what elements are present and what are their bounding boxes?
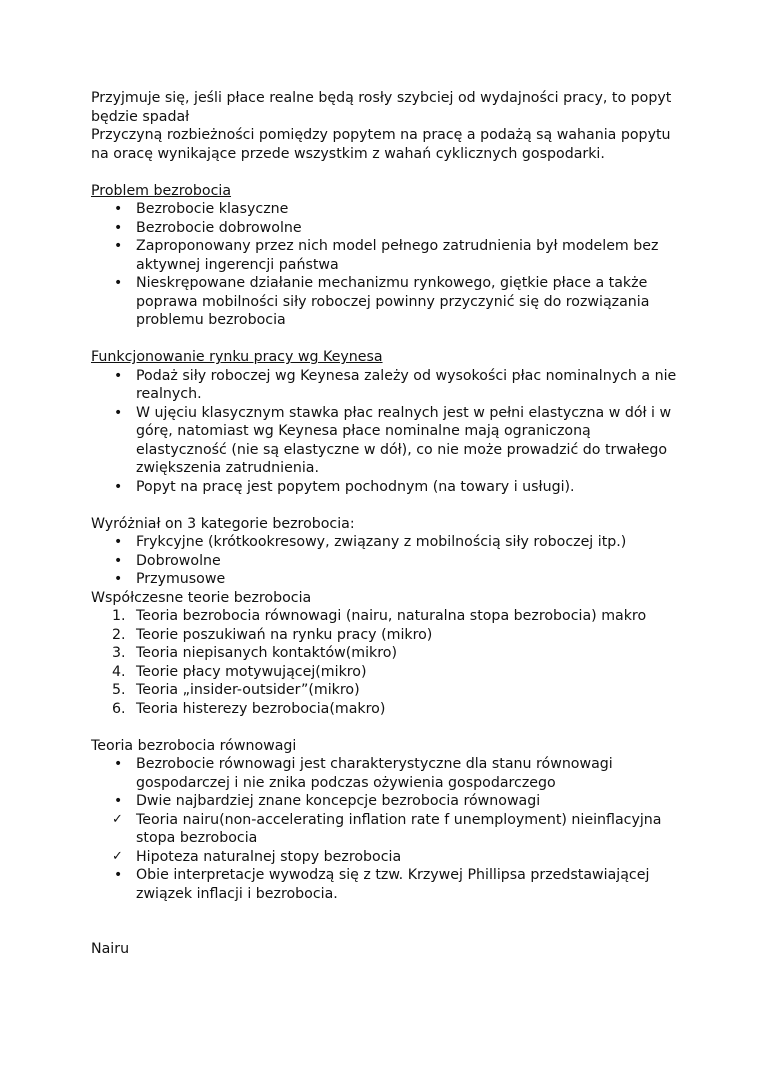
bullet-icon: • [114,867,123,883]
bullet-icon: • [114,571,123,587]
list-item-text: Nieskrępowane działanie mechanizmu rynkowego, giętkie płace a także poprawa mobilności siły roboczej powinny przyczynić się do rozwiązania problemu bezrobocia [136,275,650,328]
list-item-text: Teoria „insider-outsider”(mikro) [136,682,360,698]
list-item [91,607,681,626]
list-item [91,274,681,330]
list-item [91,237,681,274]
keynes-heading: Funkcjonowanie rynku pracy wg Keynesa [91,349,383,365]
bullet-icon: • [114,201,123,217]
document-content [91,89,681,959]
list-item-text: Zaproponowany przez nich model pełnego zatrudnienia był modelem bez aktywnej ingerencji państwa [136,238,659,273]
list-item-text: Hipoteza naturalnej stopy bezrobocia [136,848,402,865]
equilibrium-heading: Teoria bezrobocia równowagi [91,737,297,754]
list-item [91,755,681,792]
bullet-icon: • [114,219,123,236]
list-item [91,792,681,811]
bullet-icon: • [114,478,123,495]
list-item-text: Popyt na pracę jest popytem pochodnym (na towary i usługi). [136,478,575,495]
checkmark-icon: ✓ [112,848,123,864]
keynes-list [91,367,681,497]
list-item-text: Teoria bezrobocia równowagi (nairu, naturalna stopa bezrobocia) makro [136,608,647,624]
theories-heading: Współczesne teorie bezrobocia [91,589,312,606]
list-item [91,700,681,719]
intro-paragraph-2: Przyczyną rozbieżności pomiędzy popytem na pracę a podażą są wahania popytu na oracę wynikające przede wszystkim z wahań cyklicznych gospodarki. [91,127,671,162]
list-item-text: Teoria histerezy bezrobocia(makro) [136,700,386,717]
spacer [91,496,681,515]
list-item-text: Teorie płacy motywującej(mikro) [136,663,367,680]
equilibrium-list [91,755,681,903]
list-number: 3. [112,645,126,661]
list-item [91,663,681,682]
problem-heading: Problem bezrobocia [91,182,232,199]
checkmark-icon: ✓ [112,811,123,827]
spacer [91,903,681,940]
bullet-icon: • [114,534,123,550]
list-item-text: Bezrobocie równowagi jest charakterystyczne dla stanu równowagi gospodarczej i nie znika podczas ożywienia gospodarczego [136,756,613,791]
list-item-text: W ujęciu klasycznym stawka płac realnych jest w pełni elastyczna w dół i w górę, natomiast wg Keynesa płace nominalne mają ograniczoną elastyczność (nie są elastyczne w dół), co nie może prowadzić do trwałego zwiększenia zatrudnienia. [136,404,672,476]
list-number: 2. [112,626,126,643]
bullet-icon: • [114,552,123,569]
spacer [91,330,681,349]
bullet-icon: • [114,238,123,254]
intro-paragraph-1: Przyjmuje się, jeśli płace realne będą rosły szybciej od wydajności pracy, to popyt będzie spadał [91,90,672,125]
nairu-heading: Nairu [91,941,130,957]
bullet-icon: • [114,275,123,291]
categories-heading: Wyróżniał on 3 kategorie bezrobocia: [91,515,355,532]
list-item-text: Dobrowolne [136,552,221,569]
list-item-text: Bezrobocie klasyczne [136,201,289,217]
spacer [91,718,681,737]
list-item [91,404,681,478]
list-item-text: Teorie poszukiwań na rynku pracy (mikro) [136,626,433,643]
list-item [91,533,681,552]
list-item-text: Obie interpretacje wywodzą się z tzw. Krzywej Phillipsa przedstawiającej związek inflacji i bezrobocia. [136,867,650,902]
bullet-icon: • [114,756,123,772]
list-item [91,848,681,867]
list-number: 1. [112,608,126,624]
list-item [91,200,681,219]
list-number: 6. [112,700,126,717]
list-item [91,681,681,700]
list-item [91,811,681,848]
problem-list [91,200,681,330]
list-number: 5. [112,682,126,698]
list-item [91,644,681,663]
bullet-icon: • [114,404,123,421]
list-item-text: Teoria niepisanych kontaktów(mikro) [136,645,397,661]
list-item [91,626,681,645]
list-number: 4. [112,663,126,680]
list-item [91,552,681,571]
list-item [91,478,681,497]
list-item-text: Podaż siły roboczej wg Keynesa zależy od wysokości płac nominalnych a nie realnych. [136,367,677,402]
bullet-icon: • [114,793,123,809]
list-item-text: Frykcyjne (krótkookresowy, związany z mobilnością siły roboczej itp.) [136,534,627,550]
list-item-text: Dwie najbardziej znane koncepcje bezrobocia równowagi [136,793,541,809]
spacer [91,163,681,182]
list-item [91,570,681,589]
list-item [91,219,681,238]
theories-list [91,607,681,718]
list-item [91,367,681,404]
list-item-text: Przymusowe [136,571,226,587]
bullet-icon: • [114,367,123,384]
categories-list [91,533,681,589]
list-item-text: Bezrobocie dobrowolne [136,219,302,236]
list-item-text: Teoria nairu(non-accelerating inflation rate f unemployment) nieinflacyjna stopa bezrobocia [136,811,662,846]
list-item [91,866,681,903]
